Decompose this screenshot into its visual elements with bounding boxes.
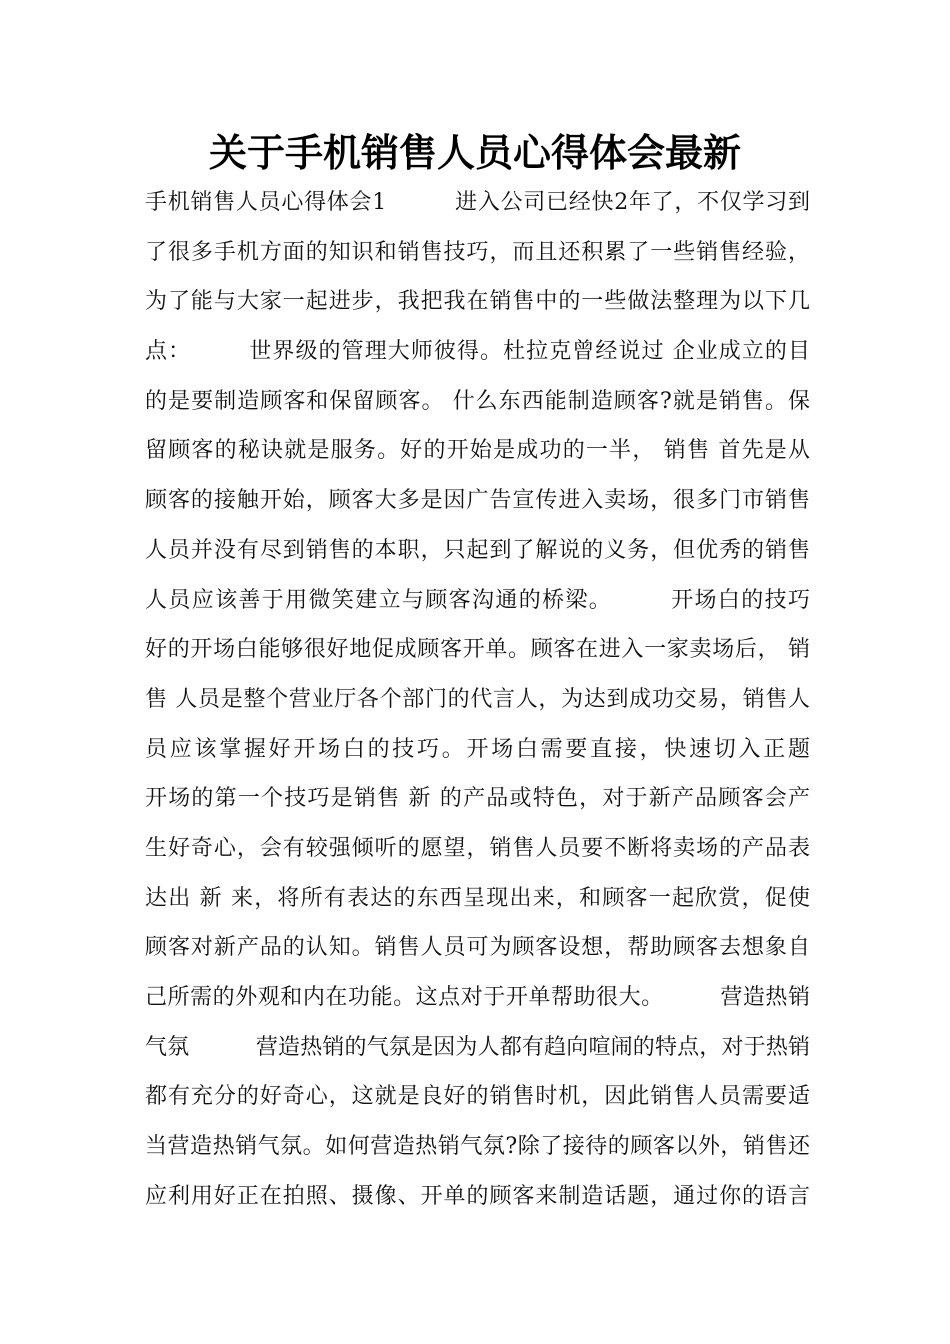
text-line: 顾客对新产品的认知。销售人员可为顾客设想，帮助顾客去想象自: [145, 935, 810, 961]
text-line: 当营造热销气氛。如何营造热销气氛?除了接待的顾客以外，销售还: [145, 1134, 810, 1160]
text-line: 顾客的接触开始，顾客大多是因广告宣传进入卖场，很多门市销售: [145, 488, 810, 514]
text-line: 人员应该善于用微笑建立与顾客沟通的桥梁。 开场白的技巧: [145, 587, 810, 613]
text-line: 己所需的外观和内在功能。这点对于开单帮助很大。 营造热销: [145, 985, 810, 1010]
text-line: 开场的第一个技巧是销售 新 的产品或特色，对于新产品顾客会产: [145, 786, 810, 812]
text-line: 为了能与大家一起进步，我把我在销售中的一些做法整理为以下几: [145, 289, 810, 315]
text-line: 手机销售人员心得体会1 进入公司已经快2年了，不仅学习到: [145, 190, 810, 215]
text-line: 留顾客的秘诀就是服务。好的开始是成功的一半， 销售 首先是从: [145, 438, 810, 464]
text-line: 人员并没有尽到销售的本职，只起到了解说的义务，但优秀的销售: [145, 537, 810, 563]
text-line: 气氛 营造热销的气氛是因为人都有趋向喧闹的特点，对于热销: [145, 1034, 810, 1060]
text-line: 售 人员是整个营业厅各个部门的代言人，为达到成功交易，销售人: [145, 686, 810, 712]
text-line: 了很多手机方面的知识和销售技巧，而且还积累了一些销售经验，: [145, 239, 810, 265]
document-body: [145, 178, 810, 1221]
text-line: 的是要制造顾客和保留顾客。 什么东西能制造顾客?就是销售。保: [145, 388, 810, 414]
text-line: 都有充分的好奇心，这就是良好的销售时机，因此销售人员需要适: [145, 1084, 810, 1110]
document-title: 关于手机销售人员心得体会最新: [208, 131, 741, 175]
text-line: 员应该掌握好开场白的技巧。开场白需要直接，快速切入正题: [145, 736, 810, 762]
text-line: 好的开场白能够很好地促成顾客开单。顾客在进入一家卖场后， 销: [145, 637, 810, 663]
text-line: 点： 世界级的管理大师彼得。杜拉克曾经说过 企业成立的目: [145, 339, 810, 365]
text-line: 生好奇心，会有较强倾听的愿望，销售人员要不断将卖场的产品表: [145, 835, 810, 861]
text-line: 达出 新 来，将所有表达的东西呈现出来，和顾客一起欣赏，促使: [145, 885, 810, 911]
text-line: 应利用好正在拍照、摄像、开单的顾客来制造话题，通过你的语言: [145, 1183, 810, 1209]
